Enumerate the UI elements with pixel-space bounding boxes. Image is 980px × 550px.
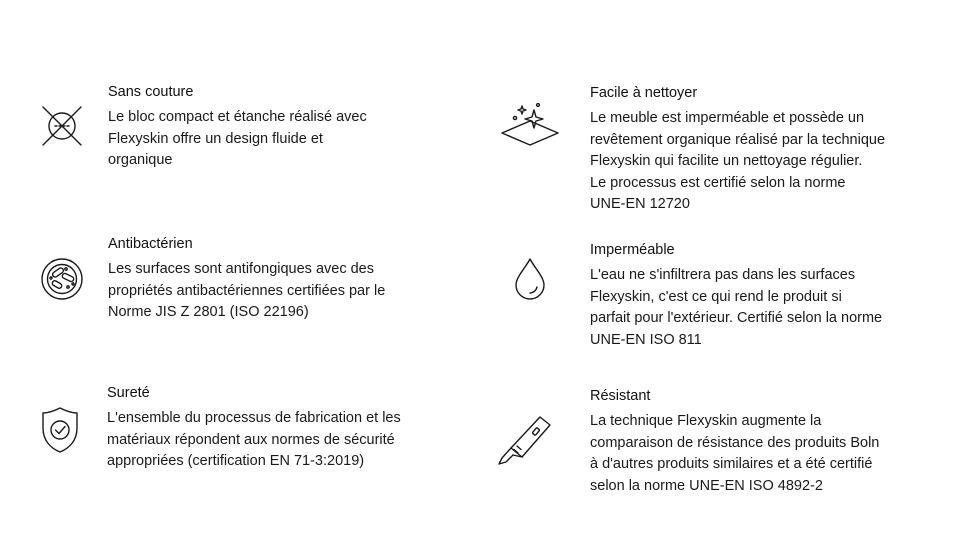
feature-description-line: Le bloc compact et étanche réalisé avec [108,109,367,125]
feature-description-line: Flexyskin, c'est ce qui rend le produit si [590,288,842,305]
feature-description-line: revêtement organique réalisé par la technique [590,131,886,148]
feature-title: Résistant [590,388,651,404]
feature-description-line: Flexyskin offre un design fluide et [108,130,323,147]
feature-title: Sureté [107,385,150,401]
feature-description-line: appropriées (certification EN 71-3:2019) [107,453,365,469]
sparkle-surface-icon [500,102,560,148]
feature-title: Antibactérien [108,236,193,252]
feature-description-line: selon la norme UNE-EN ISO 4892-2 [590,477,823,494]
feature-description-line: Les surfaces sont antifongiques avec des [108,261,374,277]
feature-title: Facile à nettoyer [590,85,698,101]
feature-description [590,265,882,351]
feature-description-line: L'eau ne s'infiltrera pas dans les surfaces [590,267,856,283]
cutter-knife-icon [496,414,554,466]
feature-description-line: L'ensemble du processus de fabrication et les [107,410,401,426]
feature-title: Imperméable [590,242,675,258]
no-seam-icon [40,104,84,148]
feature-description-line: propriétés antibactériennes certifiées par le [108,282,386,299]
feature-description-line: UNE-EN ISO 811 [590,331,702,348]
feature-description-line: Le processus est certifié selon la norme [590,174,846,191]
shield-check-icon [40,406,80,454]
feature-description-line: comparaison de résistance des produits Boln [590,434,880,451]
feature-description [108,259,385,324]
feature-description-line: à d'autres produits similaires et a été certifié [590,456,873,472]
feature-description-line: organique [108,152,173,168]
feature-description-line: matériaux répondent aux normes de sécurité [107,431,395,448]
feature-description-line: parfait pour l'extérieur. Certifié selon la norme [590,310,883,326]
feature-description-line: La technique Flexyskin augmente la [590,413,822,429]
feature-description [108,107,367,172]
feature-description-line: Flexyskin qui facilite un nettoyage régulier. [590,153,863,169]
feature-title: Sans couture [108,84,194,100]
feature-description-line: UNE-EN 12720 [590,196,690,212]
bacteria-icon [40,257,84,301]
feature-description-line: Norme JIS Z 2801 (ISO 22196) [108,304,309,320]
feature-description [590,411,879,497]
feature-description [590,108,885,216]
feature-description-line: Le meuble est imperméable et possède un [590,110,865,126]
feature-description [107,408,401,473]
water-drop-icon [512,256,548,302]
